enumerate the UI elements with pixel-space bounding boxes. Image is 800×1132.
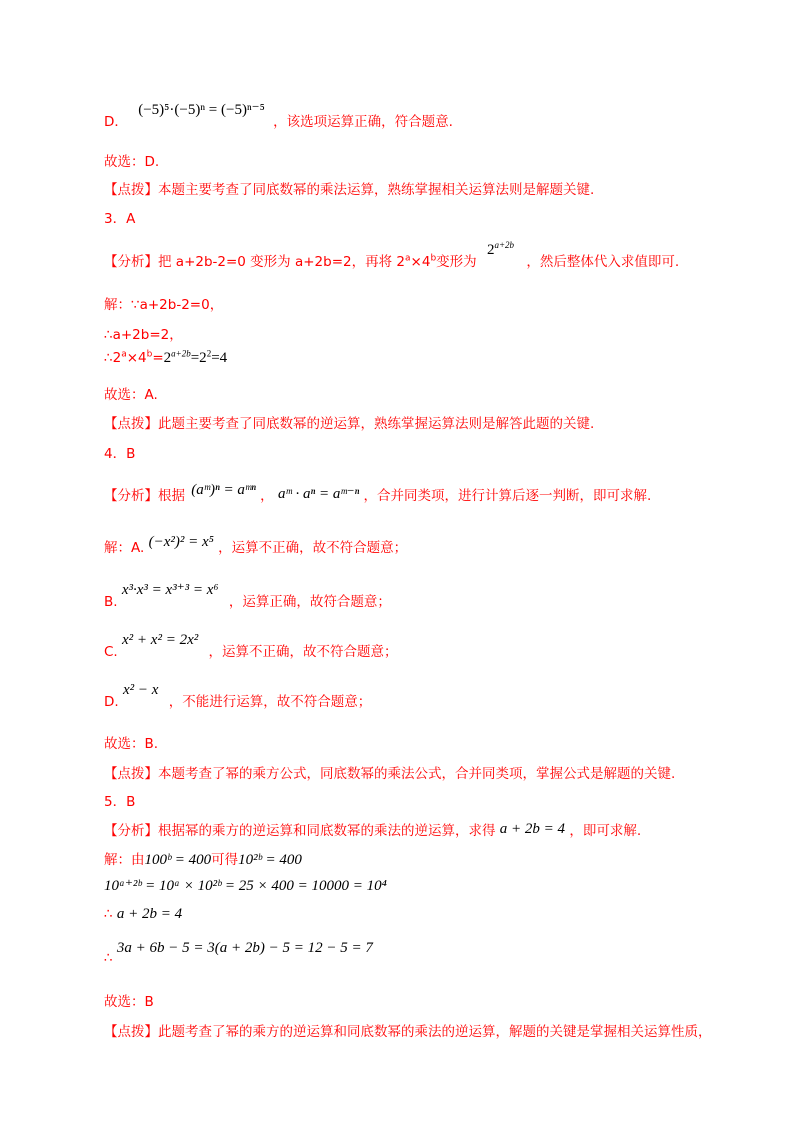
option-d-label: D． [104, 114, 128, 130]
q4-b-label: B. [104, 594, 118, 610]
analysis-q5-text-a: 【分析】根据幂的乘方的逆运算和同底数幂的乘法的逆运算，求得 [104, 823, 496, 839]
analysis-q3-text-a: 【分析】把 a+2b-2=0 变形为 a+2b=2，再将 2 [104, 254, 406, 270]
solution-q4-a [104, 536, 407, 557]
step3-rhs: =2 [190, 350, 207, 366]
step3-eq: = [152, 350, 164, 366]
q4-d-formula: x² − x [122, 682, 159, 698]
analysis-q3-text-b: ×4 [410, 254, 431, 270]
step3-result: =4 [211, 350, 228, 366]
option-d-line [104, 102, 453, 130]
step3-text-a: ∴2 [104, 350, 122, 366]
step3-text-b: ×4 [126, 350, 147, 366]
q4-c-label: C. [104, 644, 118, 660]
analysis-q3 [104, 240, 680, 271]
tip-line: 【点拨】本题主要考查了同底数幂的乘法运算，熟练掌握相关运算法则是解题关键. [104, 182, 595, 198]
tip-q4: 【点拨】本题考查了幂的乘方公式，同底数幂的乘法公式，合并同类项，掌握公式是解题的关键. [104, 766, 676, 782]
analysis-q3-exp-b: b [430, 253, 437, 264]
q4-a-formula: (−x²)² = x⁵ [148, 534, 214, 550]
solution-q3-step2: ∴a+2b=2， [104, 327, 183, 343]
analysis-q3-text-d: ，然后整体代入求值即可. [526, 254, 680, 270]
q5-step3-therefore: ∴ [104, 906, 113, 922]
q5-step3-formula: a + 2b = 4 [116, 906, 183, 922]
analysis-q4-formula-2: aᵐ · aⁿ = aᵐ⁻ⁿ [277, 486, 360, 502]
q5-step1-text-b: 可得 [211, 852, 239, 868]
solution-q5-step4 [104, 940, 373, 966]
step3-exp-a: a [121, 349, 127, 360]
tip-q5: 【点拨】此题考查了幂的乘方的逆运算和同底数幂的乘法的逆运算，解题的关键是掌握相关运算性质， [104, 1024, 712, 1040]
answer-line: 故选：D. [104, 154, 160, 170]
q5-step1-text-a: 解：由 [104, 852, 145, 868]
q5-step4-therefore: ∴ [104, 950, 113, 966]
analysis-q5-formula: a + 2b = 4 [499, 821, 566, 837]
q4-d-comment: ，不能进行运算，故不符合题意； [168, 694, 372, 710]
step3-math-base: 2 [163, 350, 172, 366]
q4-b-formula: x³·x³ = x³⁺³ = x⁶ [121, 582, 219, 598]
q4-a-comment: ，运算不正确，故不符合题意； [218, 540, 408, 556]
solution-q4-d [104, 682, 372, 711]
analysis-q3-exp-a: a [405, 253, 411, 264]
q4-a-label: 解：A. [104, 540, 145, 556]
q5-step2-formula: 10ᵃ⁺²ᵇ = 10ᵃ × 10²ᵇ = 25 × 400 = 10000 = 10⁴ [104, 878, 387, 894]
answer-q3: 故选：A. [104, 387, 158, 403]
question-4-heading: 4．B [104, 446, 136, 462]
question-3-heading: 3．A [104, 211, 136, 227]
step3-exp-b: b [146, 349, 153, 360]
option-d-formula: (−5)⁵·(−5)ⁿ = (−5)ⁿ⁻⁵ [138, 102, 265, 118]
solution-q5-step3 [104, 906, 182, 923]
step3-rhs-exp: 2 [206, 348, 212, 359]
analysis-q3-power [487, 242, 514, 258]
question-5-heading: 5．B [104, 794, 136, 810]
analysis-q5-text-b: ，即可求解. [569, 823, 642, 839]
analysis-q3-text-c: 变形为 [436, 254, 477, 270]
solution-q5-step1 [104, 848, 302, 869]
answer-q5: 故选：B [104, 994, 154, 1010]
analysis-q5 [104, 819, 641, 840]
analysis-q4-text-c: ，合并同类项，进行计算后逐一判断，即可求解. [363, 488, 652, 504]
solution-q4-b [104, 582, 391, 611]
q5-step4-formula: 3a + 6b − 5 = 3(a + 2b) − 5 = 12 − 5 = 7 [116, 940, 373, 956]
q4-d-label: D. [104, 694, 119, 710]
option-d-comment: ，该选项运算正确，符合题意. [273, 114, 453, 130]
tip-q3: 【点拨】此题主要考查了同底数幂的逆运算，熟练掌握运算法则是解答此题的关键. [104, 416, 595, 432]
solution-q3-step3 [104, 350, 227, 367]
analysis-q4-text-b: ， [260, 488, 274, 504]
q4-b-comment: ，运算正确，故符合题意； [228, 594, 391, 610]
q5-step1-formula-2: 10²ᵇ = 400 [238, 852, 302, 868]
answer-q4: 故选：B. [104, 736, 159, 752]
step3-math-exp: a+2b [171, 348, 191, 359]
solution-q3-step1: 解：∵a+2b-2=0， [104, 297, 224, 313]
q4-c-comment: ，运算不正确，故不符合题意； [208, 644, 398, 660]
q4-c-formula: x² + x² = 2x² [122, 632, 199, 648]
analysis-q4-formula-1: (aᵐ)ⁿ = aᵐⁿ [191, 482, 256, 498]
solution-q5-step2 [104, 876, 387, 895]
power-exponent: a+2b [494, 240, 515, 250]
solution-q4-c [104, 632, 398, 661]
analysis-q4 [104, 484, 651, 505]
power-base: 2 [486, 242, 495, 258]
analysis-q4-text-a: 【分析】根据 [104, 488, 185, 504]
q5-step1-formula-1: 100ᵇ = 400 [144, 852, 212, 868]
